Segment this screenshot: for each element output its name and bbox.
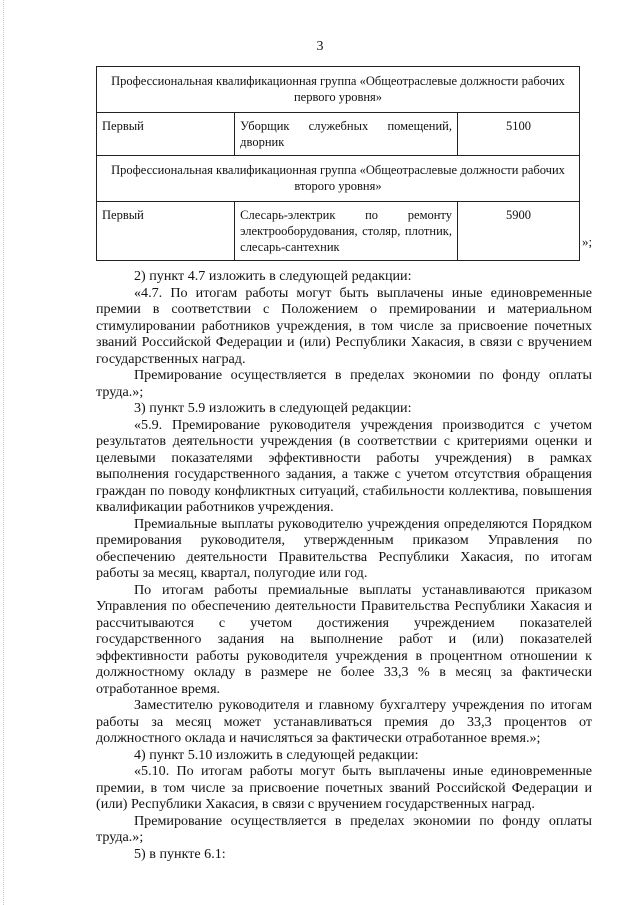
level-cell: Первый <box>97 202 235 261</box>
positions-cell: Слесарь-электрик по ремонту электрооборудования, столяр, плотник, слесарь-сантехник <box>235 202 458 261</box>
table-group-row <box>97 156 580 202</box>
paragraph: По итогам работы премиальные выплаты устанавливаются приказом Управления по обеспечению деятельности Правительства Республики Хакасия и рассчитываются с учетом достижения учреждением показателей государственного задания на выполнение работ и (или) показателей эффективности работы руководителя учреждения в процентном отношении к должностному окладу в размере не более 33,3 % в месяц за фактически отработанное время. <box>96 581 592 697</box>
salary-table <box>96 66 580 261</box>
paragraph: 2) пункт 4.7 изложить в следующей редакции: <box>134 268 412 284</box>
table-row <box>97 113 580 156</box>
group-header-second-level: Профессиональная квалификационная группа «Общеотраслевые должности рабочих второго уровня» <box>97 156 580 202</box>
table-closing-quote: »; <box>582 234 593 249</box>
scan-edge-dots <box>3 0 4 905</box>
salary-cell: 5100 <box>457 113 579 156</box>
paragraph: «5.9. Премирование руководителя учреждения производится с учетом результатов деятельности учреждения (в соответствии с критериями оценки и целевыми показателями эффективности работы учреждения) в рамках выполнения государственного задания, а также с учетом отсутствия обращения граждан по поводу конфликтных ситуаций, стабильности коллектива, повышения квалификации работников учреждения. <box>96 416 592 515</box>
level-cell: Первый <box>97 113 235 156</box>
table-row <box>97 202 580 261</box>
document-body <box>96 268 592 862</box>
table-group-row <box>97 67 580 113</box>
paragraph: «4.7. По итогам работы могут быть выплачены иные единовременные премии в соответствии с Положением о премировании и материальном стимулировании работников учреждения, в том числе за присвоение почетных званий Российской Федерации и (или) Республики Хакасия, в связи с вручением государственных наград. <box>96 284 592 367</box>
paragraph: «5.10. По итогам работы могут быть выплачены иные единовременные премии, в том числе за присвоение почетных званий Российской Федерации и (или) Республики Хакасия, в связи с вручением государственных наград. <box>96 763 592 812</box>
paragraph: 3) пункт 5.9 изложить в следующей редакции: <box>134 400 412 416</box>
positions-cell: Уборщик служебных помещений, дворник <box>235 113 458 156</box>
paragraph: Премирование осуществляется в пределах экономии по фонду оплаты труда.»; <box>96 367 592 400</box>
paragraph: Премирование осуществляется в пределах экономии по фонду оплаты труда.»; <box>96 812 592 845</box>
paragraph: Премиальные выплаты руководителю учреждения определяются Порядком премирования руководителя, утвержденным приказом Управления по обеспечению деятельности Правительства Республики Хакасия, по итогам работы за месяц, квартал, полугодие или год. <box>96 515 592 581</box>
paragraph: 4) пункт 5.10 изложить в следующей редакции: <box>134 746 419 763</box>
paragraph: 5) в пункте 6.1: <box>134 845 226 862</box>
page-number: 3 <box>316 39 324 54</box>
salary-cell: 5900 <box>457 202 579 261</box>
paragraph: Заместителю руководителя и главному бухгалтеру учреждения по итогам работы за месяц может устанавливаться премия до 33,3 процентов от должностного оклада и начисляться за фактически отработанное время.»; <box>96 697 592 746</box>
group-header-first-level: Профессиональная квалификационная группа «Общеотраслевые должности рабочих первого уровня» <box>97 67 580 113</box>
